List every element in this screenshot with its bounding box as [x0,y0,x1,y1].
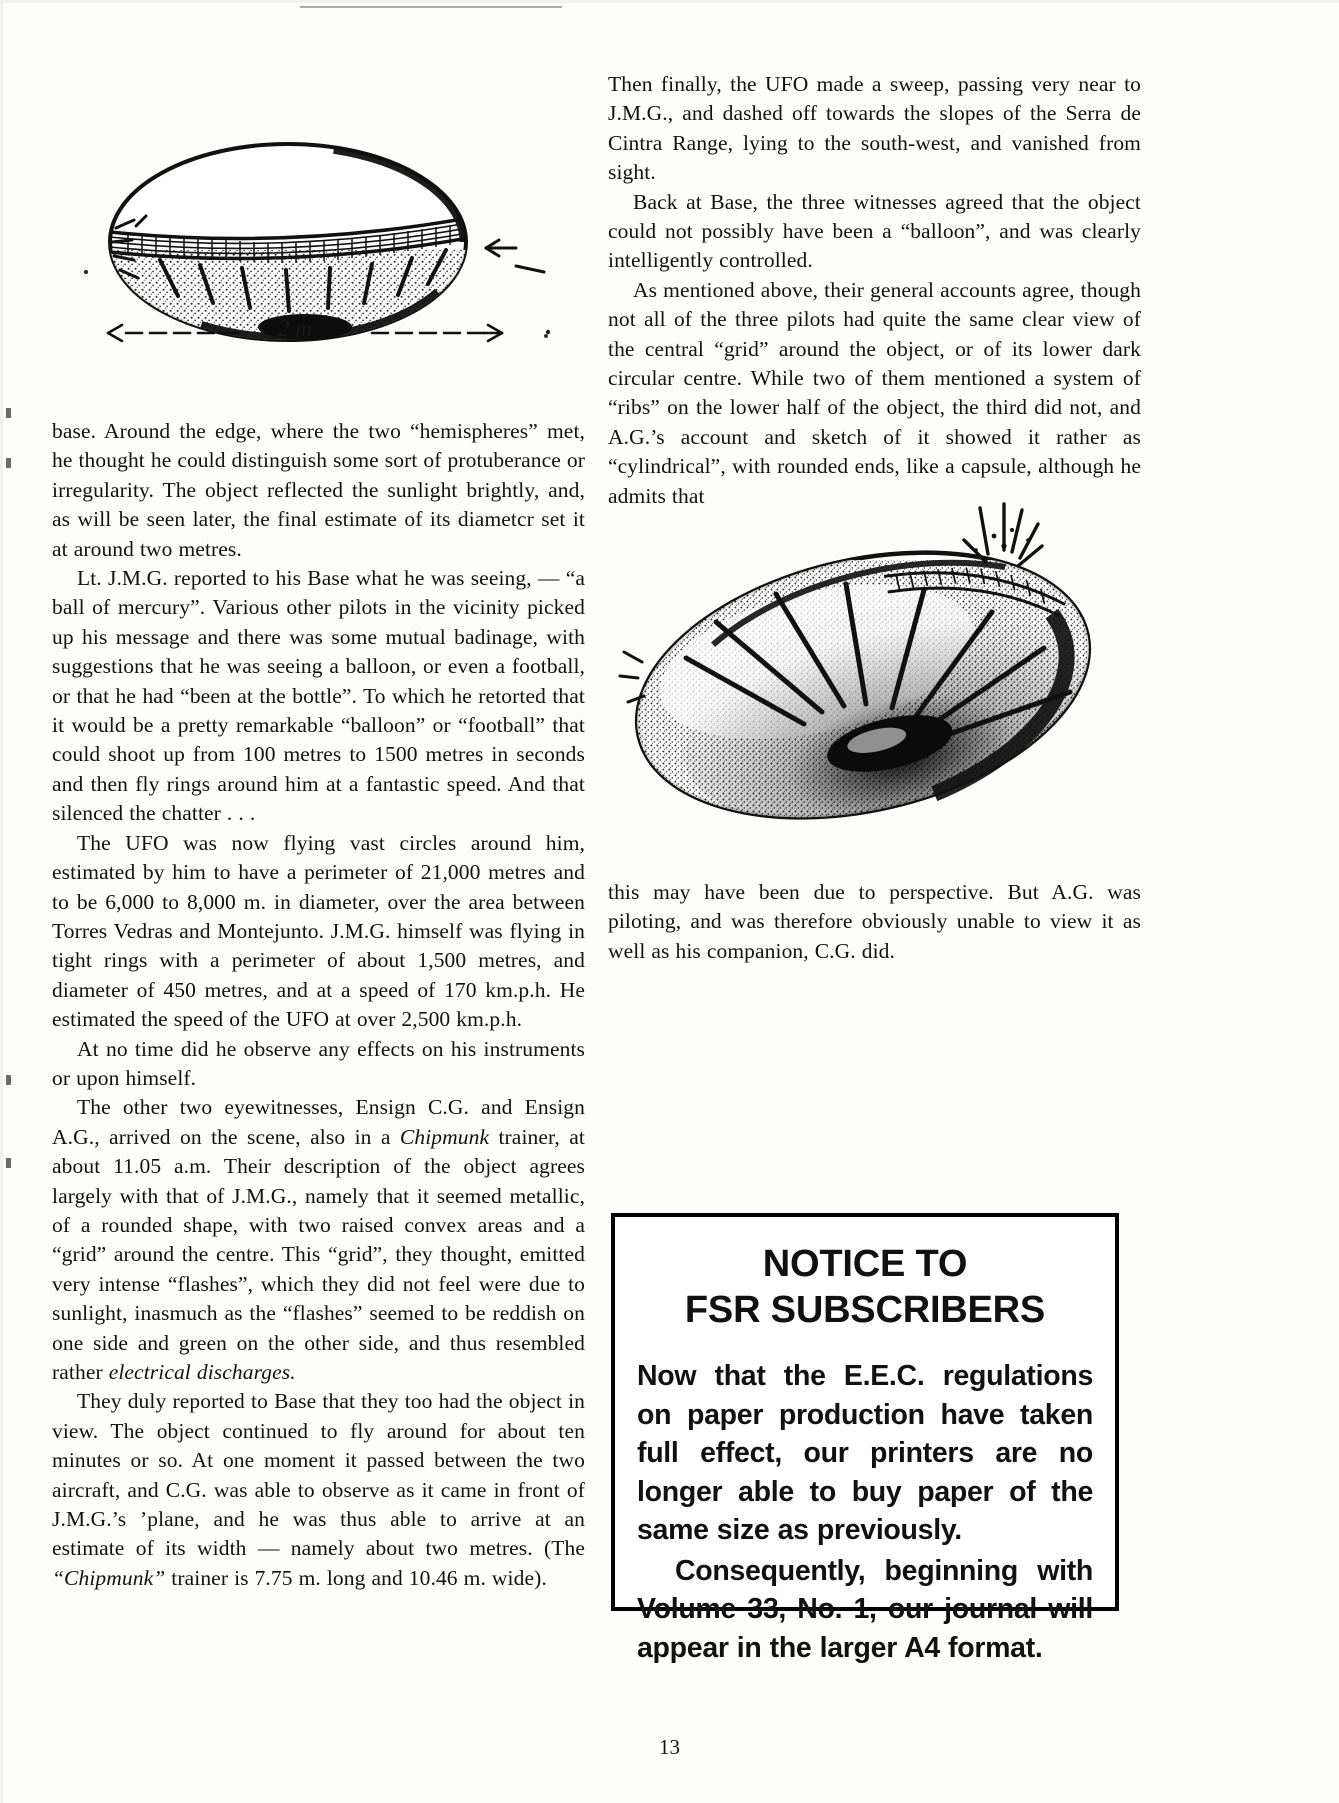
ufo-sketch-oblique [608,480,1128,870]
left-column [52,417,585,1593]
left-column-body [52,417,585,1593]
body-text: base. Around the edge, where the two “hemispheres” met, he thought he could distinguish some sort of protuberance or irregularity. The object reflected the sunlight brightly, and, as will be seen later, the final estimate of its diametcr set it at around two metres. [52,419,585,561]
paragraph: As mentioned above, their general accounts agree, though not all of the three pilots had quite the same clear view of the central “grid” around the object, or of its lower dark circular centre. While two of them mentioned a system of “ribs” on the lower half of the object, the third did not, and A.G.’s account and sketch of it showed it rather as “cylindrical”, with rounded ends, like a capsule, although he admits that [608,277,1141,508]
paragraph: Then finally, the UFO made a sweep, passing very near to J.M.G., and dashed off towards the slopes of the Serra de Cintra Range, lying to the south-west, and vanished from sight. [608,72,1141,185]
paragraph [52,1387,585,1593]
notice-heading-line-2: FSR SUBSCRIBERS [684,1289,1046,1331]
paragraph: this may have been due to perspective. But A.G. was piloting, and was therefore obviously unable to view it as well as his companion, C.G. did. [608,880,1141,963]
body-text: trainer is 7.75 m. long and 10.46 m. wide). [165,1565,547,1590]
gutter-speck [6,458,11,468]
right-column-bottom [608,878,1141,966]
emphasis-text: electrical discharges. [108,1360,296,1384]
scan-edge-top [0,0,1339,3]
scan-edge-left [0,0,3,1803]
notice-paragraph: Now that the E.E.C. regulations on paper production have taken full effect, our printers are no longer able to buy paper of the same size as previously. [637,1360,1093,1546]
emphasis-text: Chipmunk [399,1124,490,1149]
notice-box [611,1213,1119,1664]
top-rule-artifact [300,6,562,8]
body-text: Lt. J.M.G. reported to his Base what he was seeing, — “a ball of mercury”. Various other pilots in the vicinity picked up his message and there was some mutual badinage, with suggestions that he was seeing a balloon, or even a football, or that he had “been at the bottle”. To which he retorted that it would be a pretty remarkable “balloon” or “football” that could shoot up from 100 metres to 1500 metres in seconds and then fly rings around him at a fantastic speed. And that silenced the chatter . . . [52,566,585,826]
body-text: They duly reported to Base that they too had the object in view. The object continued to fly around for about ten minutes or so. At one moment it passed between the two aircraft, and C.G. was able to observe as it came in front of J.M.G.’s ’plane, and he was thus able to arrive at an estimate of its width — namely about two metres. (The [52,1389,585,1561]
paragraph [52,1093,585,1387]
gutter-speck [6,1075,11,1085]
paragraph [52,564,585,829]
paragraph [52,1035,585,1094]
notice-paragraph: Consequently, beginning with Volume 33, No. 1, our journal will appear in the larger A4 format. [637,1554,1093,1664]
page-number: 13 [659,1735,680,1759]
figure-scale-label: 2 m [278,316,312,341]
body-text: At no time did he observe any effects on his instruments or upon himself. [52,1036,585,1090]
right-column-top [608,70,1141,511]
paragraph: Back at Base, the three witnesses agreed that the object could not possibly have been a “balloon”, and was clearly intelligently controlled. [608,189,1141,273]
emphasis-text: “Chipmunk” [52,1565,166,1590]
paragraph [52,829,585,1035]
paragraph [52,417,585,564]
body-text: trainer, at about 11.05 a.m. Their description of the object agrees largely with that of J.M.G., namely that it seemed metallic, of a rounded shape, with two raised convex areas and a “grid” around the centre. This “grid”, they thought, emitted very intense “flashes”, which they did not feel were due to sunlight, inasmuch as the “flashes” seemed to be reddish on one side and green on the other side, and thus resembled rather [52,1124,585,1384]
gutter-speck [6,1158,11,1168]
body-text: The other two eyewitnesses, Ensign C.G. and Ensign A.G., arrived on the scene, also in a [52,1095,585,1149]
gutter-speck [6,408,11,418]
ufo-sketch-edge-on [50,120,590,370]
body-text: The UFO was now flying vast circles around him, estimated by him to have a perimeter of 21,000 metres and to be 6,000 to 8,000 m. in diameter, over the area between Torres Vedras and Montejunto. J.M.G. himself was flying in tight rings with a perimeter of about 1,500 metres, and diameter of 450 metres, and at a speed of 170 km.p.h. He estimated the speed of the UFO at over 2,500 km.p.h. [52,830,585,1032]
notice-heading-line-1: NOTICE TO [762,1243,968,1285]
notice-body [637,1357,1093,1667]
notice-heading [637,1241,1093,1333]
